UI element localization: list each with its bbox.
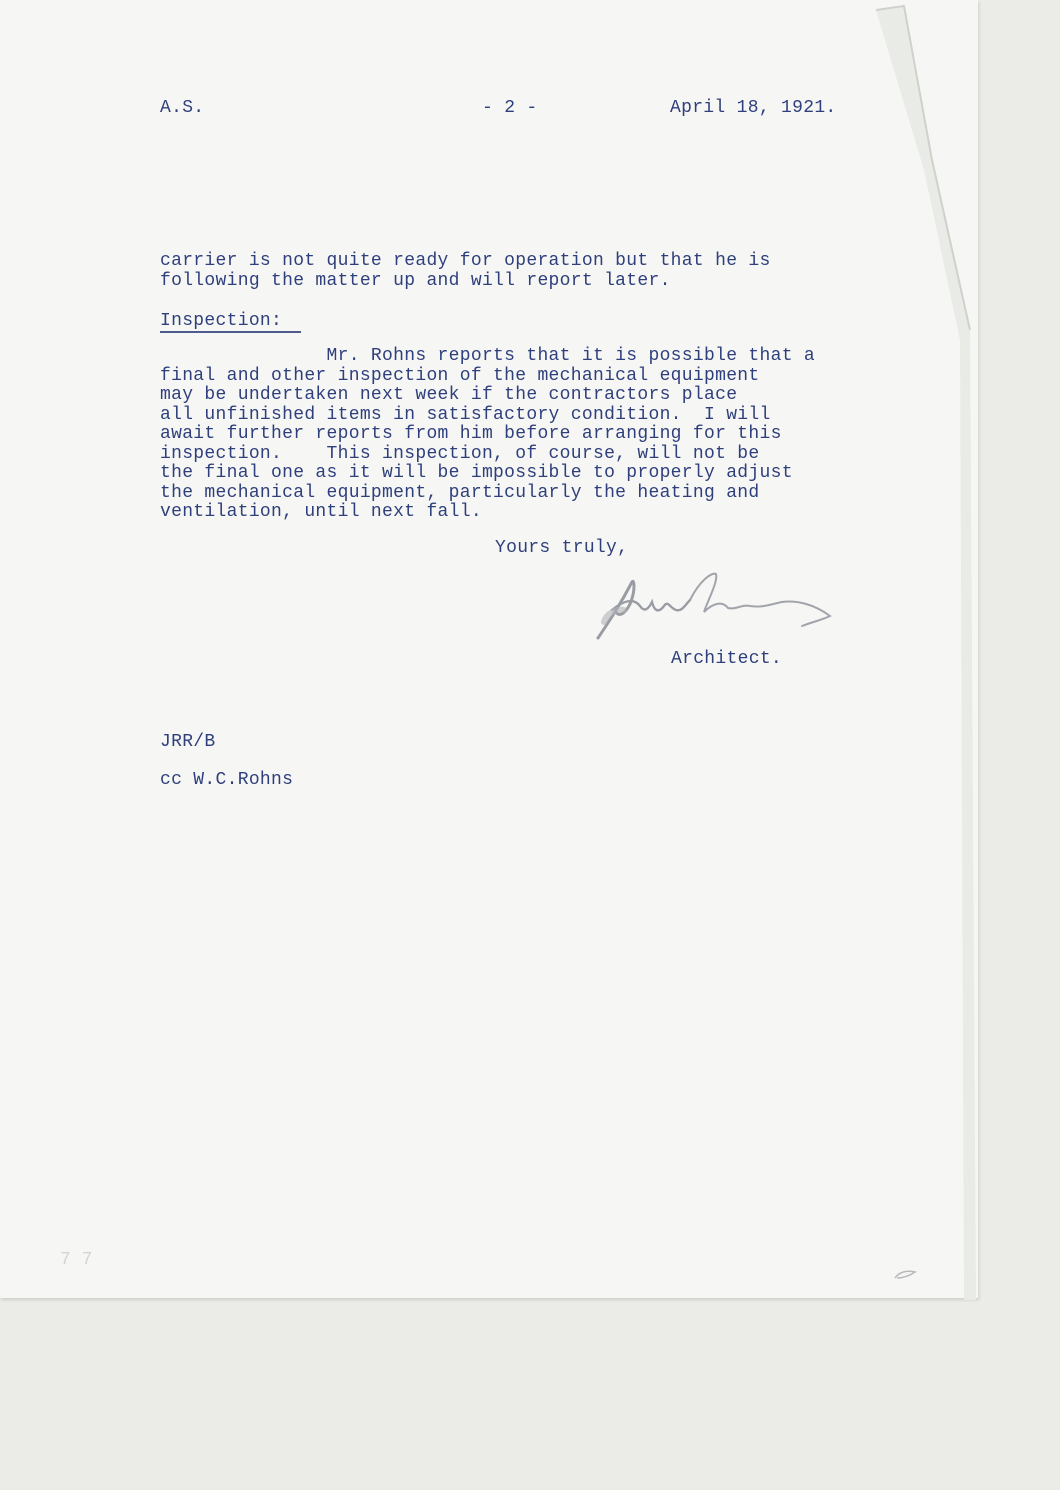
handwritten-signature [590, 560, 850, 650]
section-heading: Inspection: [160, 311, 283, 331]
header-addressee: A.S. [160, 98, 205, 118]
inspection-paragraph: Mr. Rohns reports that it is possible that a final and other inspection of the mechanical equipment may be undertaken next week if the contractors place all unfinished items in satisfactory condition. I will await further reports from him before arranging for this inspection. This inspection, of course, will not be the final one as it will be impossible to properly adjust the mechanical equipment, particularly the heating and ventilation, until next fall. [160, 346, 816, 522]
typist-initials: JRR/B [160, 732, 216, 752]
closing-salutation: Yours truly, [495, 538, 629, 558]
heading-underline [160, 331, 301, 333]
carbon-copy-line: cc W.C.Rohns [160, 770, 294, 790]
letter-date: April 18, 1921. [670, 98, 837, 118]
page-number: - 2 - [482, 98, 538, 118]
signer-title: Architect. [671, 649, 783, 669]
continued-paragraph: carrier is not quite ready for operation but that he is following the matter up and will report later. [160, 251, 771, 291]
pencil-mark [893, 1268, 919, 1282]
folded-edge [872, 0, 982, 1300]
faint-archive-reference: 7 7 [60, 1250, 93, 1270]
